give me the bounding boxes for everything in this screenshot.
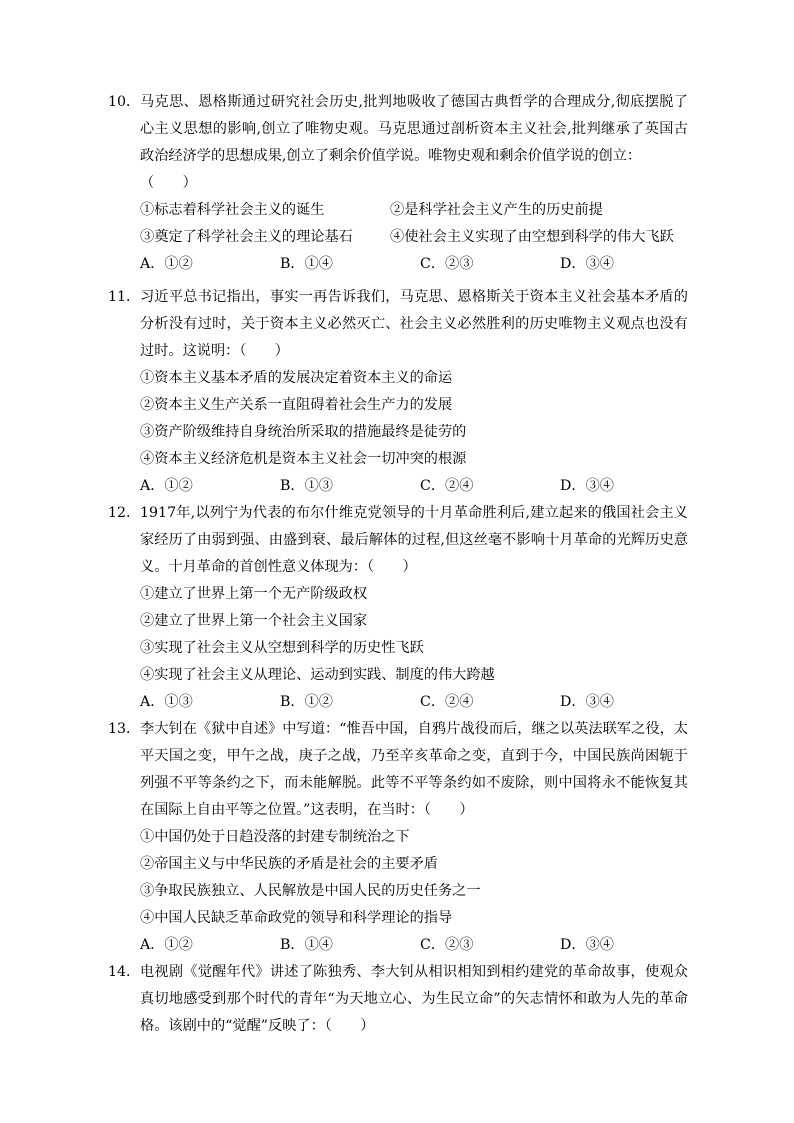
question-11 xyxy=(108,284,688,500)
statement-2: ②帝国主义与中华民族的矛盾是社会的主要矛盾 xyxy=(140,856,438,872)
option-d[interactable]: D．③④ xyxy=(560,937,614,953)
statement-4: ④中国人民缺乏革命政党的领导和科学理论的指导 xyxy=(140,910,453,926)
question-text-line: 1917年,以列宁为代表的布尔什维克党领导的十月革命胜利后,建立起来的俄国社会主义 xyxy=(140,505,688,521)
statement-1: ①资本主义基本矛盾的发展决定着资本主义的命运 xyxy=(140,370,453,386)
option-d[interactable]: D．③④ xyxy=(560,256,614,272)
option-b[interactable]: B．①② xyxy=(280,694,333,710)
question-text-line: 义。十月革命的首创性意义体现为：（ ） xyxy=(140,559,417,575)
question-12 xyxy=(108,500,688,716)
option-a[interactable]: A．①③ xyxy=(140,694,193,710)
question-text-line: 习近平总书记指出，事实一再告诉我们，马克思、恩格斯关于资本主义社会基本矛盾的 xyxy=(140,289,688,305)
statement-2: ②资本主义生产关系一直阻碍着社会生产力的发展 xyxy=(140,397,453,413)
statement-4: ④资本主义经济危机是资本主义社会一切冲突的根源 xyxy=(140,451,467,467)
question-body xyxy=(140,959,688,1040)
question-text-line: 分析没有过时，关于资本主义必然灭亡、社会主义必然胜利的历史唯物主义观点也没有 xyxy=(140,316,688,332)
question-text-line: 马克思、恩格斯通过研究社会历史,批判地吸收了德国古典哲学的合理成分,彻底摆脱了 xyxy=(140,94,688,110)
option-c[interactable]: C．②④ xyxy=(420,478,474,494)
option-a[interactable]: A．①② xyxy=(140,937,193,953)
option-a[interactable]: A．①② xyxy=(140,256,193,272)
option-c[interactable]: C．②③ xyxy=(420,937,474,953)
question-text-line: 平天国之变，甲午之战，庚子之战，乃至辛亥革命之变，直到于今，中国民族尚困轭于 xyxy=(140,748,688,764)
question-text-line: 家经历了由弱到强、由盛到衰、最后解体的过程,但这丝毫不影响十月革命的光辉历史意 xyxy=(140,532,688,548)
question-14 xyxy=(108,959,688,1040)
question-number: 13． xyxy=(108,721,141,737)
question-body xyxy=(140,716,688,959)
question-number: 12． xyxy=(108,505,141,521)
statement-3: ③资产阶级维持自身统治所采取的措施最终是徒劳的 xyxy=(140,424,467,440)
question-text-line: 李大钊在《狱中自述》中写道：“惟吾中国，自鸦片战役而后，继之以英法联军之役，太 xyxy=(140,721,688,737)
option-c[interactable]: C．②④ xyxy=(420,694,474,710)
question-text-line: 真切地感受到那个时代的青年“为天地立心、为生民立命”的矢志情怀和敢为人先的革命 xyxy=(140,991,688,1007)
question-body xyxy=(140,89,688,278)
option-a[interactable]: A．①② xyxy=(140,478,193,494)
question-body xyxy=(140,284,688,500)
statement-2: ②是科学社会主义产生的历史前提 xyxy=(390,202,603,218)
statement-row xyxy=(140,197,688,224)
option-d[interactable]: D．③④ xyxy=(560,478,614,494)
answer-options xyxy=(140,473,688,500)
statement-1: ①建立了世界上第一个无产阶级政权 xyxy=(140,586,368,602)
option-b[interactable]: B．①④ xyxy=(280,256,333,272)
statement-row xyxy=(140,224,688,251)
statement-3: ③奠定了科学社会主义的理论基石 xyxy=(140,229,353,245)
statement-2: ②建立了世界上第一个社会主义国家 xyxy=(140,613,368,629)
statement-3: ③实现了社会主义从空想到科学的历史性飞跃 xyxy=(140,640,424,656)
statement-1: ①中国仍处于日趋没落的封建专制统治之下 xyxy=(140,829,410,845)
answer-blank: （ ） xyxy=(140,175,197,191)
answer-options xyxy=(140,251,688,278)
question-10 xyxy=(108,89,688,278)
question-number: 14． xyxy=(108,964,141,980)
question-text-line: 过时。这说明：（ ） xyxy=(140,343,289,359)
answer-options xyxy=(140,689,688,716)
answer-options xyxy=(140,932,688,959)
question-body xyxy=(140,500,688,716)
question-13 xyxy=(108,716,688,959)
question-text-line: 电视剧《觉醒年代》讲述了陈独秀、李大钊从相识相知到相约建党的革命故事，使观众 xyxy=(140,964,688,980)
question-text-line: 列强不平等条约之下，而未能解脱。此等不平等条约如不废除，则中国将永不能恢复其 xyxy=(140,775,688,791)
statement-1: ①标志着科学社会主义的诞生 xyxy=(140,202,325,218)
question-number: 11． xyxy=(108,289,141,305)
question-number: 10． xyxy=(108,94,141,110)
statement-4: ④实现了社会主义从理论、运动到实践、制度的伟大跨越 xyxy=(140,667,495,683)
option-b[interactable]: B．①④ xyxy=(280,937,333,953)
statement-3: ③争取民族独立、人民解放是中国人民的历史任务之一 xyxy=(140,883,481,899)
question-text-line: 心主义思想的影响,创立了唯物史观。马克思通过剖析资本主义社会,批判继承了英国古 xyxy=(140,121,688,137)
option-b[interactable]: B．①③ xyxy=(280,478,333,494)
option-c[interactable]: C．②③ xyxy=(420,256,474,272)
question-text-line: 在国际上自由平等之位置。”这表明，在当时：（ ） xyxy=(140,802,474,818)
option-d[interactable]: D．③④ xyxy=(560,694,614,710)
statement-4: ④使社会主义实现了由空想到科学的伟大飞跃 xyxy=(390,229,674,245)
question-text-line: 格。该剧中的“觉醒”反映了：（ ） xyxy=(140,1018,375,1034)
question-text-line: 政治经济学的思想成果,创立了剩余价值学说。唯物史观和剩余价值学说的创立： xyxy=(140,148,642,164)
